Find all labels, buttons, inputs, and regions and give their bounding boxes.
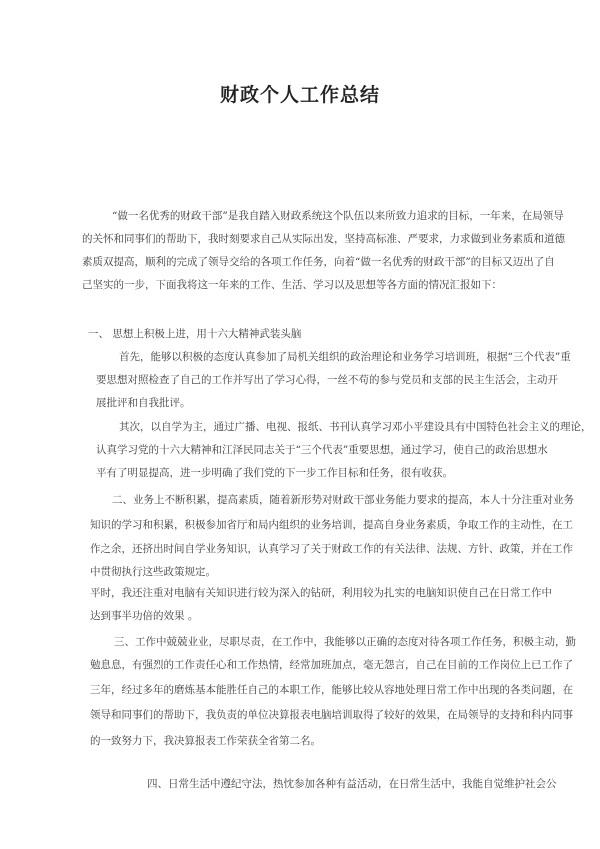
- s1-p1-line-1: 首先，能够以积极的态度认真参加了局机关组织的政治理论和业务学习培训班，根据“三个代表”重: [119, 351, 571, 363]
- computer-line-2: 达到事半功倍的效果 。: [90, 610, 199, 622]
- computer-line-1: 平时，我还注重对电脑有关知识进行较为深入的钻研，利用较为扎实的电脑知识使自己在日常工作中: [90, 587, 552, 599]
- s1-p2-line-2: 认真学习党的十六大精神和江泽民同志关于“三个代表”重要思想，通过学习，使自己的政治思想水: [96, 444, 548, 456]
- s3-line-5: 的一致努力下，我决算报表工作荣获全省第二名。: [90, 735, 321, 747]
- intro-line-3: 素质双提高，顺利的完成了领导交给的各项工作任务，向着“做一名优秀的财政干部”的目标又迈出了自: [82, 256, 555, 268]
- s3-line-3: 三年，经过多年的磨炼基本能胜任自己的本职工作，能够比较从容地处理日常工作中出现的各类问题，在: [90, 684, 573, 696]
- s1-p2-line-1: 其次，以自学为主，通过广播、电视、报纸、书刊认真学习邓小平建设具有中国特色社会主义的理论，: [119, 421, 592, 433]
- s3-line-1: 三、工作中兢兢业业，尽职尽责，在工作中，我能够以正确的态度对待各项工作任务，积极主动，勤: [114, 636, 576, 648]
- s3-line-4: 领导和同事们的帮助下，我负责的单位决算报表电脑培训取得了较好的效果，在局领导的支持和科内同事: [90, 709, 573, 721]
- s2-line-3: 作之余，还挤出时间自学业务知识，认真学习了关于财政工作的有关法律、法规、方针、政策，并在工作: [90, 543, 573, 555]
- s1-p1-line-3: 展批评和自我批评。: [96, 397, 191, 409]
- s1-p1-line-2: 要思想对照检查了自己的工作并写出了学习心得，一丝不苟的参与党员和支部的民主生活会，主动开: [96, 374, 558, 386]
- document-title: 财政个人工作总结: [219, 84, 380, 106]
- intro-line-4: 己坚实的一步，下面我将这一年来的工作、生活、学习以及思想等各方面的情况汇报如下：: [82, 279, 502, 291]
- intro-line-1: “做一名优秀的财政干部”是我自踏入财政系统这个队伍以来所致力追求的目标，一年来，在局领导: [112, 210, 564, 222]
- s4-line-1: 四、日常生活中遵纪守法，热忱参加各种有益活动，在日常生活中，我能自觉维护社会公: [147, 778, 557, 790]
- section-1-heading: 一、 思想上积极上进，用十六大精神武装头脑: [88, 328, 302, 340]
- s2-line-2: 知识的学习和积累，积极参加省厅和局内组织的业务培训，提高自身业务素质，争取工作的主动性，在工: [90, 519, 573, 531]
- s2-line-4: 中贯彻执行这些政策规定。: [90, 566, 216, 578]
- s3-line-2: 勉息息，有强烈的工作责任心和工作热情，经常加班加点，毫无怨言，自己在目前的工作岗位上已工作了: [90, 659, 573, 671]
- intro-line-2: 的关怀和同事们的帮助下，我时刻要求自己从实际出发，坚持高标准、严要求，力求做到业务素质和道德: [82, 233, 565, 245]
- s1-p2-line-3: 平有了明显提高，进一步明确了我们党的下一步工作目标和任务，很有收获。: [96, 467, 453, 479]
- s2-line-1: 二、业务上不断积累，提高素质，随着新形势对财政干部业务能力要求的提高，本人十分注重对业务: [112, 494, 574, 506]
